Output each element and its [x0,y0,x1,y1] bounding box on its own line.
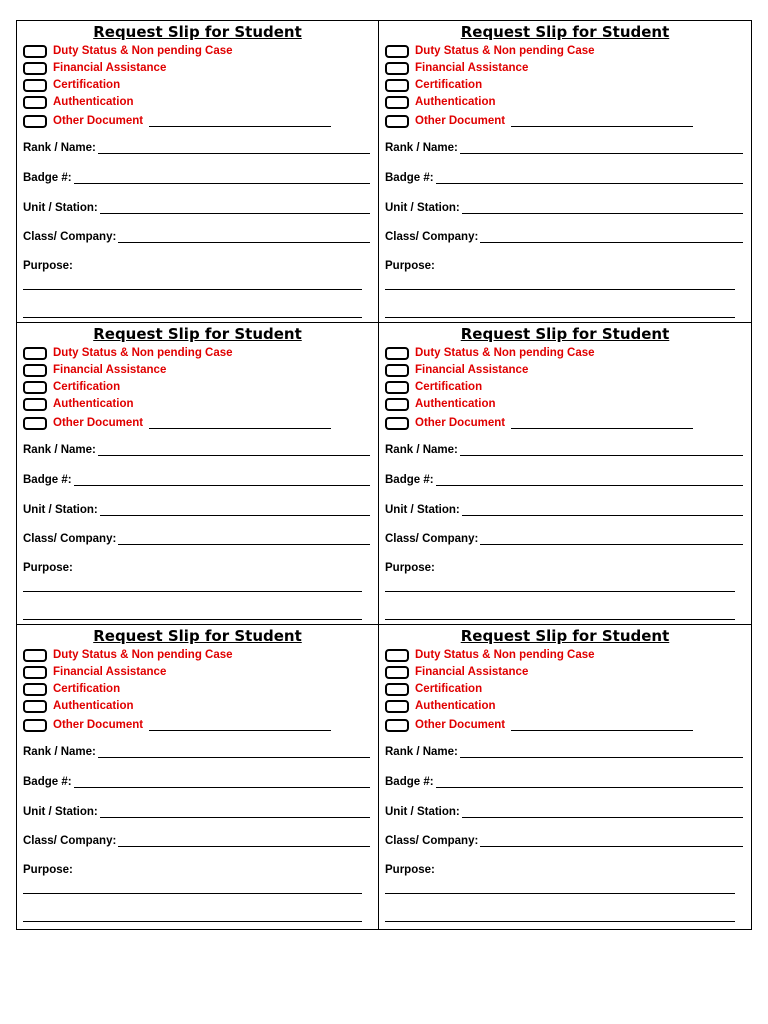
field-label: Badge #: [23,474,72,486]
option-label: Authentication [53,96,134,108]
purpose-field [385,562,743,574]
checkbox[interactable] [23,649,47,662]
field-label: Purpose: [385,562,435,574]
certification-option[interactable] [23,379,120,395]
option-label: Authentication [53,700,134,712]
field-label: Rank / Name: [385,142,458,154]
other-document-option[interactable] [385,415,693,431]
field-blank[interactable] [98,745,370,758]
field-label: Badge #: [23,172,72,184]
field-blank[interactable] [118,834,370,847]
rank-name-field [23,745,370,758]
checkbox[interactable] [385,347,409,360]
field-label: Class/ Company: [385,835,479,847]
checkbox[interactable] [385,62,409,75]
option-label: Financial Assistance [53,62,167,74]
purpose-field [23,260,370,272]
class-company-field [23,834,370,847]
purpose-blank[interactable] [23,289,362,290]
purpose-blank[interactable] [23,893,362,894]
option-label: Financial Assistance [415,666,529,678]
option-label: Duty Status & Non pending Case [53,347,233,359]
rank-name-field [23,141,370,154]
purpose-field [385,260,743,272]
field-blank[interactable] [100,503,370,516]
field-blank[interactable] [480,230,743,243]
slip-title: Request Slip for Student [93,627,302,645]
field-label: Badge #: [385,172,434,184]
field-blank[interactable] [480,532,743,545]
checkbox[interactable] [385,683,409,696]
authentication-option[interactable] [23,94,134,110]
field-label: Rank / Name: [385,444,458,456]
authentication-option[interactable] [385,94,496,110]
option-label: Authentication [415,700,496,712]
class-company-field [385,834,743,847]
other-document-blank[interactable] [149,720,331,731]
other-document-blank[interactable] [149,116,331,127]
field-label: Purpose: [385,864,435,876]
checkbox[interactable] [23,96,47,109]
checkbox[interactable] [385,45,409,58]
field-label: Rank / Name: [23,142,96,154]
unit-station-field [23,805,370,818]
purpose-field [23,562,370,574]
option-label: Certification [53,381,121,393]
field-blank[interactable] [74,775,370,788]
rank-name-field [385,443,743,456]
other-document-option[interactable] [23,113,331,129]
financial-assistance-option[interactable] [385,362,528,378]
option-label: Authentication [415,398,496,410]
checkbox[interactable] [23,62,47,75]
purpose-blank[interactable] [385,591,735,592]
field-label: Badge #: [385,474,434,486]
checkbox[interactable] [23,417,47,430]
financial-assistance-option[interactable] [385,664,528,680]
badge-field [23,775,370,788]
field-blank[interactable] [100,805,370,818]
field-label: Class/ Company: [23,533,117,545]
request-slip [17,323,379,625]
field-label: Unit / Station: [385,806,460,818]
field-blank[interactable] [436,775,743,788]
unit-station-field [385,503,743,516]
slip-title: Request Slip for Student [460,23,670,41]
other-document-option[interactable] [23,415,331,431]
field-label: Class/ Company: [385,533,479,545]
checkbox[interactable] [23,45,47,58]
purpose-blank[interactable] [385,289,735,290]
option-label: Certification [415,683,483,695]
field-label: Rank / Name: [385,746,458,758]
field-label: Purpose: [385,260,435,272]
badge-field [385,775,743,788]
option-label: Other Document [53,115,144,127]
field-label: Unit / Station: [385,504,460,516]
slip-title: Request Slip for Student [93,23,302,41]
checkbox[interactable] [23,719,47,732]
certification-option[interactable] [385,379,482,395]
unit-station-field [23,201,370,214]
certification-option[interactable] [385,681,482,697]
checkbox[interactable] [23,683,47,696]
unit-station-field [23,503,370,516]
duty-status-option[interactable] [385,345,595,361]
unit-station-field [385,805,743,818]
field-blank[interactable] [100,201,370,214]
field-label: Rank / Name: [23,444,96,456]
field-label: Unit / Station: [23,202,98,214]
slip-title: Request Slip for Student [93,325,302,343]
other-document-option[interactable] [385,717,693,733]
badge-field [385,473,743,486]
rank-name-field [385,745,743,758]
authentication-option[interactable] [23,698,134,714]
financial-assistance-option[interactable] [23,664,166,680]
class-company-field [23,230,370,243]
field-label: Badge #: [385,776,434,788]
field-label: Badge #: [23,776,72,788]
certification-option[interactable] [385,77,482,93]
checkbox[interactable] [23,347,47,360]
option-label: Duty Status & Non pending Case [415,45,595,57]
checkbox[interactable] [385,666,409,679]
badge-field [385,171,743,184]
option-label: Financial Assistance [415,62,529,74]
field-label: Purpose: [23,260,73,272]
checkbox[interactable] [23,700,47,713]
field-label: Unit / Station: [23,504,98,516]
authentication-option[interactable] [385,396,496,412]
rank-name-field [23,443,370,456]
field-label: Purpose: [23,864,73,876]
option-label: Other Document [53,417,144,429]
field-blank[interactable] [460,141,743,154]
purpose-blank[interactable] [23,619,362,620]
purpose-blank[interactable] [23,591,362,592]
request-slip [17,625,379,929]
field-label: Class/ Company: [23,231,117,243]
checkbox[interactable] [385,364,409,377]
option-label: Certification [53,79,121,91]
purpose-field [23,864,370,876]
option-label: Financial Assistance [53,364,167,376]
option-label: Financial Assistance [415,364,529,376]
other-document-blank[interactable] [511,418,693,429]
request-slip [17,21,379,323]
field-label: Class/ Company: [385,231,479,243]
field-blank[interactable] [436,171,743,184]
checkbox[interactable] [385,96,409,109]
option-label: Duty Status & Non pending Case [415,347,595,359]
purpose-blank[interactable] [385,317,735,318]
checkbox[interactable] [23,79,47,92]
checkbox[interactable] [23,398,47,411]
field-label: Unit / Station: [385,202,460,214]
option-label: Financial Assistance [53,666,167,678]
purpose-blank[interactable] [385,921,735,922]
other-document-option[interactable] [385,113,693,129]
field-label: Purpose: [23,562,73,574]
other-document-blank[interactable] [511,116,693,127]
duty-status-option[interactable] [385,43,595,59]
purpose-blank[interactable] [385,619,735,620]
authentication-option[interactable] [385,698,496,714]
field-label: Rank / Name: [23,746,96,758]
field-blank[interactable] [460,443,743,456]
financial-assistance-option[interactable] [23,362,166,378]
checkbox[interactable] [23,666,47,679]
option-label: Other Document [415,417,506,429]
slip-title: Request Slip for Student [460,627,670,645]
checkbox[interactable] [385,719,409,732]
other-document-blank[interactable] [511,720,693,731]
field-blank[interactable] [462,805,743,818]
other-document-option[interactable] [23,717,331,733]
other-document-blank[interactable] [149,418,331,429]
class-company-field [385,230,743,243]
checkbox[interactable] [385,700,409,713]
rank-name-field [385,141,743,154]
field-blank[interactable] [98,443,370,456]
checkbox[interactable] [385,398,409,411]
duty-status-option[interactable] [23,647,233,663]
field-blank[interactable] [462,201,743,214]
field-blank[interactable] [98,141,370,154]
checkbox[interactable] [385,79,409,92]
checkbox[interactable] [385,115,409,128]
badge-field [23,473,370,486]
request-slip [379,323,751,625]
option-label: Duty Status & Non pending Case [415,649,595,661]
certification-option[interactable] [23,681,120,697]
field-blank[interactable] [118,532,370,545]
purpose-blank[interactable] [23,317,362,318]
duty-status-option[interactable] [385,647,595,663]
certification-option[interactable] [23,77,120,93]
financial-assistance-option[interactable] [23,60,166,76]
request-slip-sheet [16,20,752,930]
field-blank[interactable] [460,745,743,758]
field-blank[interactable] [74,473,370,486]
field-label: Unit / Station: [23,806,98,818]
option-label: Certification [415,381,483,393]
field-label: Class/ Company: [23,835,117,847]
option-label: Certification [53,683,121,695]
field-blank[interactable] [118,230,370,243]
badge-field [23,171,370,184]
option-label: Duty Status & Non pending Case [53,649,233,661]
field-blank[interactable] [74,171,370,184]
option-label: Other Document [415,115,506,127]
field-blank[interactable] [436,473,743,486]
option-label: Authentication [53,398,134,410]
option-label: Other Document [53,719,144,731]
checkbox[interactable] [23,364,47,377]
purpose-blank[interactable] [23,921,362,922]
field-blank[interactable] [462,503,743,516]
request-slip [379,625,751,929]
checkbox[interactable] [385,649,409,662]
option-label: Authentication [415,96,496,108]
option-label: Duty Status & Non pending Case [53,45,233,57]
duty-status-option[interactable] [23,345,233,361]
field-blank[interactable] [480,834,743,847]
class-company-field [23,532,370,545]
authentication-option[interactable] [23,396,134,412]
checkbox[interactable] [385,381,409,394]
purpose-field [385,864,743,876]
checkbox[interactable] [23,115,47,128]
option-label: Other Document [415,719,506,731]
purpose-blank[interactable] [385,893,735,894]
option-label: Certification [415,79,483,91]
checkbox[interactable] [385,417,409,430]
slip-title: Request Slip for Student [460,325,670,343]
financial-assistance-option[interactable] [385,60,528,76]
request-slip [379,21,751,323]
checkbox[interactable] [23,381,47,394]
duty-status-option[interactable] [23,43,233,59]
unit-station-field [385,201,743,214]
class-company-field [385,532,743,545]
